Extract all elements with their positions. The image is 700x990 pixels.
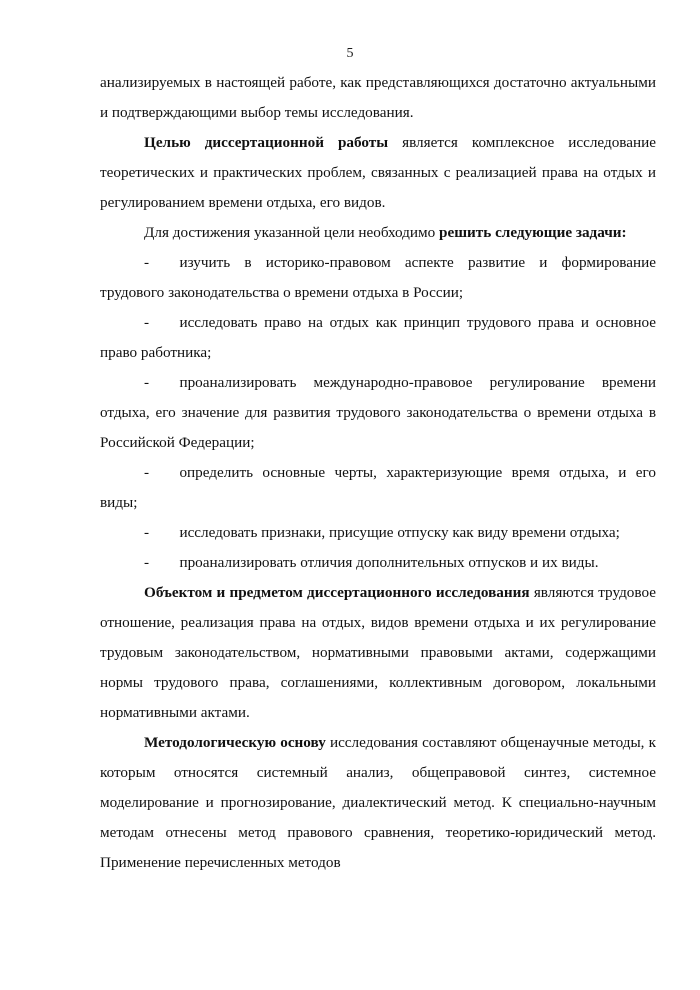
text-run [149, 524, 179, 541]
text-run: - [144, 314, 150, 331]
text-run [149, 554, 179, 571]
text-run: - [144, 374, 150, 391]
paragraph [100, 68, 656, 128]
text-run: проанализировать международно-правовое регулирование времени отдыха, его значение для развития трудового законодательства о времени отдыха в Российской Федерации; [100, 374, 656, 451]
text-run-bold: Методологическую основу [144, 734, 326, 751]
text-run [149, 254, 179, 271]
text-run: являются трудовое отношение, реализация права на отдых, видов времени отдыха и их регулирование трудовым законодательством, нормативными правовыми актами, содержащими нормы трудового права, соглашениями, коллективным договором, локальными нормативными актами. [100, 584, 656, 721]
paragraph [100, 458, 656, 518]
text-run [149, 314, 179, 331]
text-run: проанализировать отличия дополнительных отпусков и их виды. [179, 554, 599, 571]
text-run: является комплексное исследование теоретических и практических проблем, связанных с реализацией права на отдых и регулированием времени отдыха, его видов. [100, 134, 656, 211]
paragraph [100, 728, 656, 878]
paragraph [100, 578, 656, 728]
text-run: Для достижения указанной цели необходимо [144, 224, 440, 241]
text-run: - [144, 464, 150, 481]
text-run [149, 464, 179, 481]
paragraph [100, 548, 656, 578]
paragraph [100, 128, 656, 218]
text-run-bold: Целью диссертационной работы [144, 134, 389, 151]
text-run: изучить в историко-правовом аспекте развитие и формирование трудового законодательства о времени отдыха в России; [100, 254, 656, 301]
text-run: - [144, 554, 150, 571]
page-body [100, 68, 656, 878]
text-run: исследовать признаки, присущие отпуску как виду времени отдыха; [179, 524, 620, 541]
page-number: 5 [346, 46, 354, 61]
paragraph [100, 368, 656, 458]
text-run-bold: решить следующие задачи: [439, 224, 627, 241]
text-run: - [144, 524, 150, 541]
text-run: анализируемых в настоящей работе, как представляющихся достаточно актуальными и подтверждающими выбор темы исследования. [100, 74, 656, 121]
text-run: исследования составляют общенаучные методы, к которым относятся системный анализ, общеправовой синтез, системное моделирование и прогнозирование, диалектический метод. К специально-научным методам отнесены метод правового сравнения, теоретико-юридический метод. Применение перечисленных методов [100, 734, 656, 871]
paragraph [100, 518, 656, 548]
text-run: определить основные черты, характеризующие время отдыха, и его виды; [100, 464, 656, 511]
paragraph [100, 308, 656, 368]
text-run: - [144, 254, 150, 271]
text-run: исследовать право на отдых как принцип трудового права и основное право работника; [100, 314, 656, 361]
text-run [149, 374, 179, 391]
paragraph [100, 218, 656, 248]
paragraph [100, 248, 656, 308]
text-run-bold: Объектом и предметом диссертационного исследования [144, 584, 530, 601]
